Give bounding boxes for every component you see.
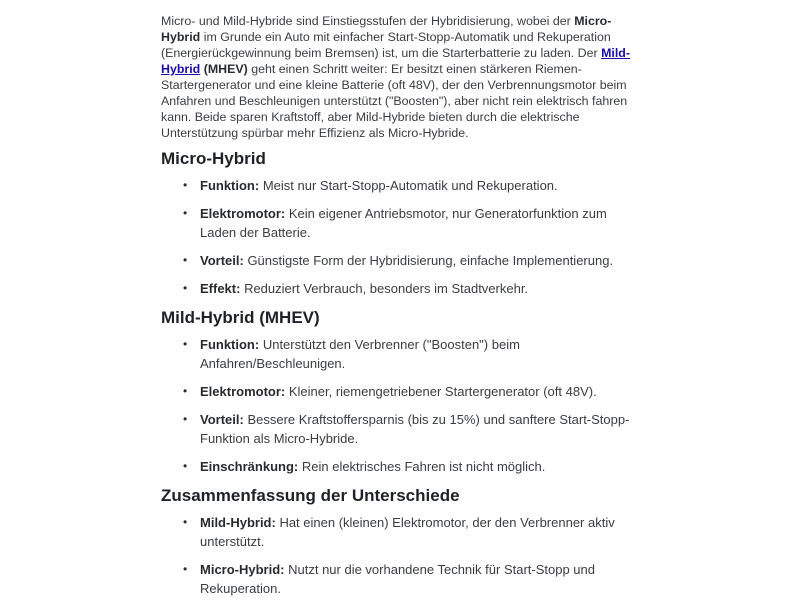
item-label: Effekt: xyxy=(200,281,241,296)
document xyxy=(161,0,639,598)
intro-bold-term: (MHEV) xyxy=(203,62,248,76)
item-text: Bessere Kraftstoffersparnis (bis zu 15%) und sanftere Start-Stopp-Funktion als Micro-Hybride. xyxy=(200,412,630,446)
list-item xyxy=(200,204,639,242)
item-label: Einschränkung: xyxy=(200,459,299,474)
item-text: Meist nur Start-Stopp-Automatik und Rekuperation. xyxy=(259,178,558,193)
item-label: Vorteil: xyxy=(200,253,244,268)
item-text: Günstigste Form der Hybridisierung, einfache Implementierung. xyxy=(243,253,614,268)
item-text: Rein elektrisches Fahren ist nicht möglich. xyxy=(298,459,546,474)
item-text: Kleiner, riemengetriebener Startergenerator (oft 48V). xyxy=(285,384,597,399)
intro-text: im Grunde ein Auto mit einfacher Start-Stopp-Automatik und Rekuperation (Energierückgewinnung beim Bremsen) ist, um die Starterbatterie zu laden. Der xyxy=(161,30,611,60)
list-item xyxy=(200,457,639,476)
section-heading: Mild-Hybrid (MHEV) xyxy=(161,308,320,327)
intro-bold-term: Micro-Hybrid xyxy=(161,14,612,44)
list-item xyxy=(200,176,639,195)
item-text: Nutzt nur die vorhandene Technik für Start-Stopp und Rekuperation. xyxy=(200,562,596,596)
item-label: Elektromotor: xyxy=(200,384,286,399)
section-heading: Zusammenfassung der Unterschiede xyxy=(161,486,460,505)
item-label: Funktion: xyxy=(200,178,260,193)
item-label: Vorteil: xyxy=(200,412,244,427)
list-item xyxy=(200,410,639,448)
list-item xyxy=(200,251,639,270)
list-item xyxy=(200,513,639,551)
sections xyxy=(161,148,639,598)
list-item xyxy=(200,560,639,598)
list-item xyxy=(200,382,639,401)
item-text: Kein eigener Antriebsmotor, nur Generatorfunktion zum Laden der Batterie. xyxy=(200,206,607,240)
intro-paragraph xyxy=(161,13,639,141)
item-text: Hat einen (kleinen) Elektromotor, der den Verbrenner aktiv unterstützt. xyxy=(200,515,615,549)
bullet-list xyxy=(161,513,639,598)
item-label: Elektromotor: xyxy=(200,206,286,221)
list-item xyxy=(200,279,639,298)
mild-hybrid-link[interactable]: Mild-Hybrid xyxy=(161,46,630,76)
item-label: Mild-Hybrid: xyxy=(200,515,276,530)
bullet-list xyxy=(161,176,639,298)
item-text: Unterstützt den Verbrenner ("Boosten") beim Anfahren/Beschleunigen. xyxy=(200,337,520,371)
item-label: Micro-Hybrid: xyxy=(200,562,285,577)
intro-text: Micro- und Mild-Hybride sind Einstiegsstufen der Hybridisierung, wobei der xyxy=(161,14,575,28)
bullet-list xyxy=(161,335,639,476)
item-text: Reduziert Verbrauch, besonders im Stadtverkehr. xyxy=(240,281,529,296)
section-heading: Micro-Hybrid xyxy=(161,149,266,168)
intro-text: geht einen Schritt weiter: Er besitzt einen stärkeren Riemen-Startergenerator und eine kleine Batterie (oft 48V), der den Verbrennungsmotor beim Anfahren und Beschleunigen unterstützt ("Boosten"), aber nicht rein elektrisch fahren kann. Beide sparen Kraftstoff, aber Mild-Hybride bieten durch die elektrische Unterstützung spürbar mehr Effizienz als Micro-Hybride. xyxy=(161,62,628,140)
item-label: Funktion: xyxy=(200,337,260,352)
list-item xyxy=(200,335,639,373)
